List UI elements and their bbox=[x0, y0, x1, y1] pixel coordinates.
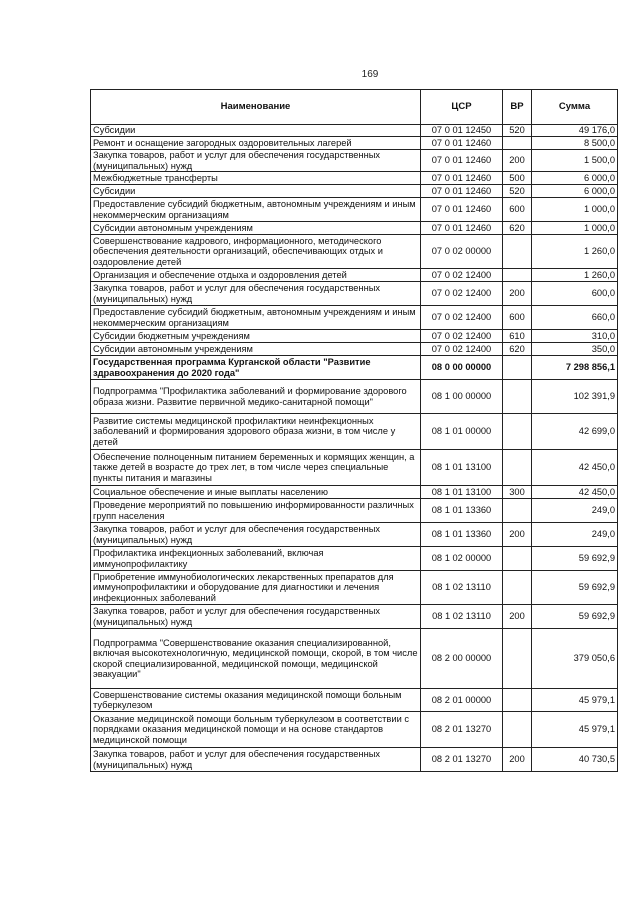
row-csr-cell: 07 0 02 00000 bbox=[421, 235, 503, 269]
row-vr-cell bbox=[503, 269, 532, 282]
row-sum-cell: 1 260,0 bbox=[532, 269, 618, 282]
row-name-cell: Ремонт и оснащение загородных оздоровительных лагерей bbox=[91, 137, 421, 150]
row-vr-cell: 600 bbox=[503, 306, 532, 330]
table-row bbox=[91, 450, 618, 486]
row-sum-cell: 45 979,1 bbox=[532, 712, 618, 748]
row-sum-cell: 59 692,9 bbox=[532, 571, 618, 605]
row-csr-cell: 08 1 01 00000 bbox=[421, 414, 503, 450]
row-sum-cell: 6 000,0 bbox=[532, 185, 618, 198]
row-sum-cell: 1 000,0 bbox=[532, 198, 618, 222]
row-vr-cell bbox=[503, 235, 532, 269]
row-name-cell: Развитие системы медицинской профилактики неинфекционных заболеваний и формирования здорового образа жизни, в том числе у детей bbox=[91, 414, 421, 450]
row-name-cell: Закупка товаров, работ и услуг для обеспечения государственных (муниципальных) нужд bbox=[91, 282, 421, 306]
row-name-cell: Организация и обеспечение отдыха и оздоровления детей bbox=[91, 269, 421, 282]
row-sum-cell: 45 979,1 bbox=[532, 689, 618, 712]
row-csr-cell: 07 0 01 12460 bbox=[421, 185, 503, 198]
row-vr-cell: 300 bbox=[503, 486, 532, 499]
table-row bbox=[91, 629, 618, 689]
row-name-cell: Закупка товаров, работ и услуг для обеспечения государственных (муниципальных) нужд bbox=[91, 748, 421, 772]
row-csr-cell: 08 2 01 00000 bbox=[421, 689, 503, 712]
row-vr-cell bbox=[503, 450, 532, 486]
table-row bbox=[91, 222, 618, 235]
row-csr-cell: 07 0 02 12400 bbox=[421, 269, 503, 282]
row-vr-cell bbox=[503, 571, 532, 605]
table-row bbox=[91, 282, 618, 306]
column-header-name: Наименование bbox=[91, 90, 421, 125]
row-sum-cell: 49 176,0 bbox=[532, 125, 618, 137]
row-csr-cell: 07 0 02 12400 bbox=[421, 330, 503, 343]
table-row bbox=[91, 343, 618, 356]
row-name-cell: Субсидии bbox=[91, 185, 421, 198]
row-csr-cell: 07 0 01 12460 bbox=[421, 150, 503, 172]
row-vr-cell bbox=[503, 499, 532, 523]
row-vr-cell bbox=[503, 629, 532, 689]
table-row bbox=[91, 571, 618, 605]
table-row bbox=[91, 414, 618, 450]
row-csr-cell: 07 0 02 12400 bbox=[421, 343, 503, 356]
row-name-cell: Предоставление субсидий бюджетным, автономным учреждениям и иным некоммерческим организациям bbox=[91, 306, 421, 330]
budget-table bbox=[90, 89, 618, 772]
row-csr-cell: 07 0 02 12400 bbox=[421, 306, 503, 330]
table-row bbox=[91, 380, 618, 414]
row-vr-cell bbox=[503, 712, 532, 748]
table-row bbox=[91, 605, 618, 629]
table-row bbox=[91, 499, 618, 523]
row-csr-cell: 07 0 01 12460 bbox=[421, 222, 503, 235]
row-vr-cell: 200 bbox=[503, 523, 532, 547]
row-csr-cell: 08 2 00 00000 bbox=[421, 629, 503, 689]
row-name-cell: Профилактика инфекционных заболеваний, включая иммунопрофилактику bbox=[91, 547, 421, 571]
column-header-vr: ВР bbox=[503, 90, 532, 125]
row-vr-cell: 200 bbox=[503, 282, 532, 306]
column-header-csr: ЦСР bbox=[421, 90, 503, 125]
row-name-cell: Закупка товаров, работ и услуг для обеспечения государственных (муниципальных) нужд bbox=[91, 523, 421, 547]
row-name-cell: Закупка товаров, работ и услуг для обеспечения государственных (муниципальных) нужд bbox=[91, 150, 421, 172]
row-sum-cell: 8 500,0 bbox=[532, 137, 618, 150]
row-vr-cell bbox=[503, 137, 532, 150]
table-row bbox=[91, 150, 618, 172]
table-row bbox=[91, 269, 618, 282]
row-csr-cell: 08 1 00 00000 bbox=[421, 380, 503, 414]
row-csr-cell: 08 1 02 00000 bbox=[421, 547, 503, 571]
row-csr-cell: 07 0 01 12460 bbox=[421, 172, 503, 185]
row-sum-cell: 40 730,5 bbox=[532, 748, 618, 772]
row-sum-cell: 249,0 bbox=[532, 523, 618, 547]
row-sum-cell: 102 391,9 bbox=[532, 380, 618, 414]
row-sum-cell: 6 000,0 bbox=[532, 172, 618, 185]
row-csr-cell: 08 1 01 13100 bbox=[421, 450, 503, 486]
row-name-cell: Подпрограмма "Профилактика заболеваний и формирование здорового образа жизни. Развитие первичной медико-санитарной помощи" bbox=[91, 380, 421, 414]
row-csr-cell: 07 0 01 12460 bbox=[421, 198, 503, 222]
table-row bbox=[91, 748, 618, 772]
row-vr-cell: 200 bbox=[503, 150, 532, 172]
table-row bbox=[91, 486, 618, 499]
row-name-cell: Совершенствование кадрового, информационного, методического обеспечения деятельности организаций, обеспечивающих отдых и оздоровление детей bbox=[91, 235, 421, 269]
table-row bbox=[91, 125, 618, 137]
row-sum-cell: 310,0 bbox=[532, 330, 618, 343]
row-name-cell: Субсидии автономным учреждениям bbox=[91, 222, 421, 235]
table-row bbox=[91, 356, 618, 380]
table-row bbox=[91, 235, 618, 269]
row-name-cell: Субсидии бюджетным учреждениям bbox=[91, 330, 421, 343]
row-name-cell: Приобретение иммунобиологических лекарственных препаратов для иммунопрофилактики и оборудование для диагностики и лечения инфекционных заболеваний bbox=[91, 571, 421, 605]
row-vr-cell bbox=[503, 689, 532, 712]
row-vr-cell: 200 bbox=[503, 605, 532, 629]
row-name-cell: Совершенствование системы оказания медицинской помощи больным туберкулезом bbox=[91, 689, 421, 712]
row-csr-cell: 08 1 01 13360 bbox=[421, 523, 503, 547]
row-sum-cell: 42 450,0 bbox=[532, 450, 618, 486]
row-sum-cell: 42 450,0 bbox=[532, 486, 618, 499]
row-name-cell: Подпрограмма "Совершенствование оказания специализированной, включая высокотехнологичную, медицинской помощи, скорой, в том числе скорой специализированной, медицинской помощи, медицинской эвакуации" bbox=[91, 629, 421, 689]
row-name-cell: Закупка товаров, работ и услуг для обеспечения государственных (муниципальных) нужд bbox=[91, 605, 421, 629]
row-vr-cell bbox=[503, 547, 532, 571]
row-name-cell: Проведение мероприятий по повышению информированности различных групп населения bbox=[91, 499, 421, 523]
row-vr-cell: 600 bbox=[503, 198, 532, 222]
table-row bbox=[91, 547, 618, 571]
table-row bbox=[91, 198, 618, 222]
row-name-cell: Субсидии автономным учреждениям bbox=[91, 343, 421, 356]
table-row bbox=[91, 185, 618, 198]
row-name-cell: Обеспечение полноценным питанием беременных и кормящих женщин, а также детей в возрасте до трех лет, в том числе через специальные пункты питания и магазины bbox=[91, 450, 421, 486]
row-csr-cell: 08 1 02 13110 bbox=[421, 571, 503, 605]
table-row bbox=[91, 330, 618, 343]
row-name-cell: Оказание медицинской помощи больным туберкулезом в соответствии с порядками оказания медицинской помощи и на основе стандартов медицинской помощи bbox=[91, 712, 421, 748]
row-vr-cell bbox=[503, 356, 532, 380]
row-sum-cell: 7 298 856,1 bbox=[532, 356, 618, 380]
row-vr-cell: 200 bbox=[503, 748, 532, 772]
table-header-row bbox=[91, 90, 618, 125]
row-name-cell: Межбюджетные трансферты bbox=[91, 172, 421, 185]
row-vr-cell: 610 bbox=[503, 330, 532, 343]
row-vr-cell: 500 bbox=[503, 172, 532, 185]
column-header-sum: Сумма bbox=[532, 90, 618, 125]
row-vr-cell bbox=[503, 414, 532, 450]
table-row bbox=[91, 137, 618, 150]
row-name-cell: Государственная программа Курганской области "Развитие здравоохранения до 2020 года" bbox=[91, 356, 421, 380]
row-sum-cell: 660,0 bbox=[532, 306, 618, 330]
row-name-cell: Предоставление субсидий бюджетным, автономным учреждениям и иным некоммерческим организациям bbox=[91, 198, 421, 222]
row-vr-cell: 520 bbox=[503, 185, 532, 198]
row-csr-cell: 08 1 02 13110 bbox=[421, 605, 503, 629]
row-sum-cell: 1 000,0 bbox=[532, 222, 618, 235]
row-csr-cell: 07 0 01 12450 bbox=[421, 125, 503, 137]
row-csr-cell: 08 2 01 13270 bbox=[421, 748, 503, 772]
row-sum-cell: 59 692,9 bbox=[532, 547, 618, 571]
row-sum-cell: 249,0 bbox=[532, 499, 618, 523]
row-vr-cell: 520 bbox=[503, 125, 532, 137]
row-csr-cell: 07 0 02 12400 bbox=[421, 282, 503, 306]
page-number: 169 bbox=[361, 69, 379, 80]
row-name-cell: Субсидии bbox=[91, 125, 421, 137]
row-csr-cell: 08 2 01 13270 bbox=[421, 712, 503, 748]
row-csr-cell: 08 1 01 13100 bbox=[421, 486, 503, 499]
table-body bbox=[91, 125, 618, 772]
row-vr-cell bbox=[503, 380, 532, 414]
row-csr-cell: 08 1 01 13360 bbox=[421, 499, 503, 523]
row-sum-cell: 350,0 bbox=[532, 343, 618, 356]
row-sum-cell: 1 260,0 bbox=[532, 235, 618, 269]
table-row bbox=[91, 172, 618, 185]
row-sum-cell: 59 692,9 bbox=[532, 605, 618, 629]
row-name-cell: Социальное обеспечение и иные выплаты населению bbox=[91, 486, 421, 499]
row-sum-cell: 1 500,0 bbox=[532, 150, 618, 172]
table-row bbox=[91, 712, 618, 748]
row-vr-cell: 620 bbox=[503, 222, 532, 235]
row-sum-cell: 379 050,6 bbox=[532, 629, 618, 689]
row-sum-cell: 42 699,0 bbox=[532, 414, 618, 450]
row-sum-cell: 600,0 bbox=[532, 282, 618, 306]
table-row bbox=[91, 689, 618, 712]
table-row bbox=[91, 306, 618, 330]
row-vr-cell: 620 bbox=[503, 343, 532, 356]
row-csr-cell: 08 0 00 00000 bbox=[421, 356, 503, 380]
table-row bbox=[91, 523, 618, 547]
row-csr-cell: 07 0 01 12460 bbox=[421, 137, 503, 150]
